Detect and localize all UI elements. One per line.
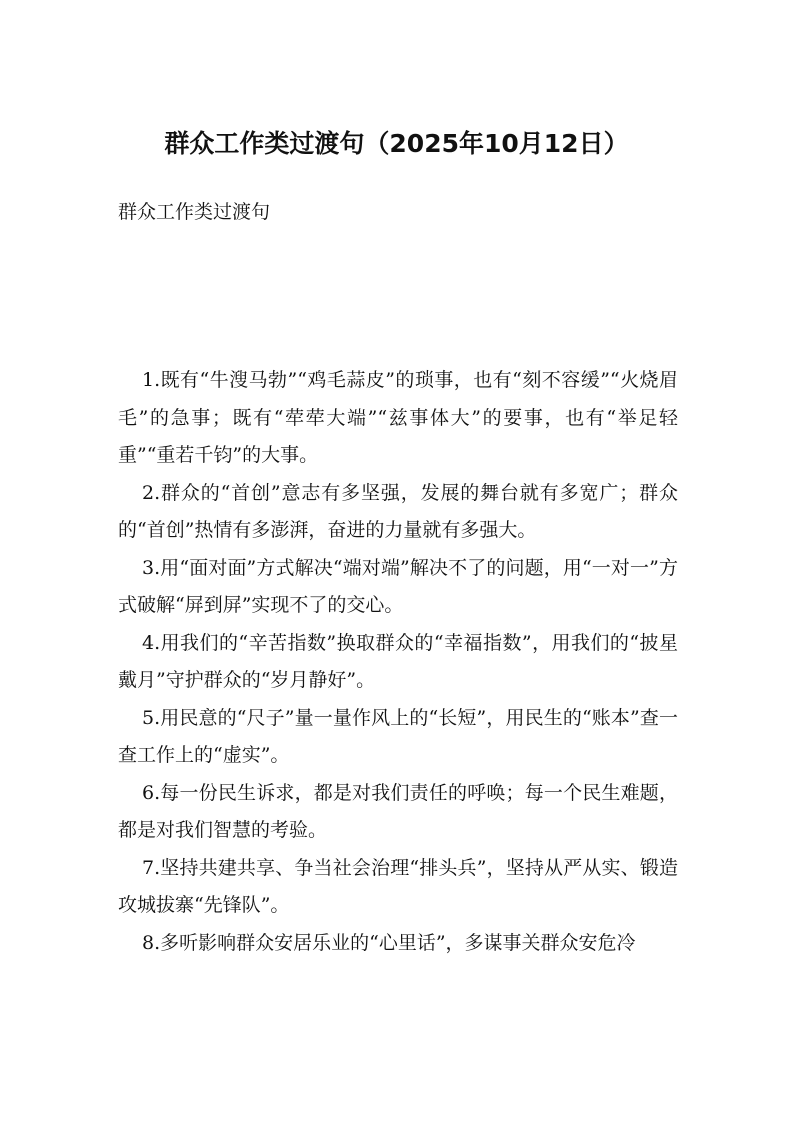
- paragraph-5: 5.用民意的“尺子”量一量作风上的“长短”，用民生的“账本”查一查工作上的“虚实”。: [118, 706, 678, 766]
- paragraph-7: 7.坚持共建共享、争当社会治理“排头兵”，坚持从严从实、锻造攻城拔寨“先锋队”。: [118, 856, 678, 916]
- paragraph-4: 4.用我们的“辛苦指数”换取群众的“幸福指数”，用我们的“披星戴月”守护群众的“岁月静好”。: [118, 631, 678, 691]
- paragraph-8: 8.多听影响群众安居乐业的“心里话”，多谋事关群众安危冷: [142, 931, 636, 954]
- paragraph-3: 3.用“面对面”方式解决“端对端”解决不了的问题，用“一对一”方式破解“屏到屏”实现不了的交心。: [118, 556, 678, 616]
- document-title: 群众工作类过渡句（2025年10月12日）: [164, 129, 629, 158]
- document-body: [118, 362, 678, 962]
- paragraph-1: 1.既有“牛溲马勃”“鸡毛蒜皮”的琐事，也有“刻不容缓”“火烧眉毛”的急事；既有“荦荦大端”“兹事体大”的要事，也有“举足轻重”“重若千钧”的大事。: [118, 369, 678, 466]
- paragraph-2: 2.群众的“首创”意志有多坚强，发展的舞台就有多宽广；群众的“首创”热情有多澎湃，奋进的力量就有多强大。: [118, 481, 678, 541]
- document-subtitle: 群众工作类过渡句: [118, 201, 271, 223]
- paragraph-6: 6.每一份民生诉求，都是对我们责任的呼唤；每一个民生难题，都是对我们智慧的考验。: [118, 781, 678, 841]
